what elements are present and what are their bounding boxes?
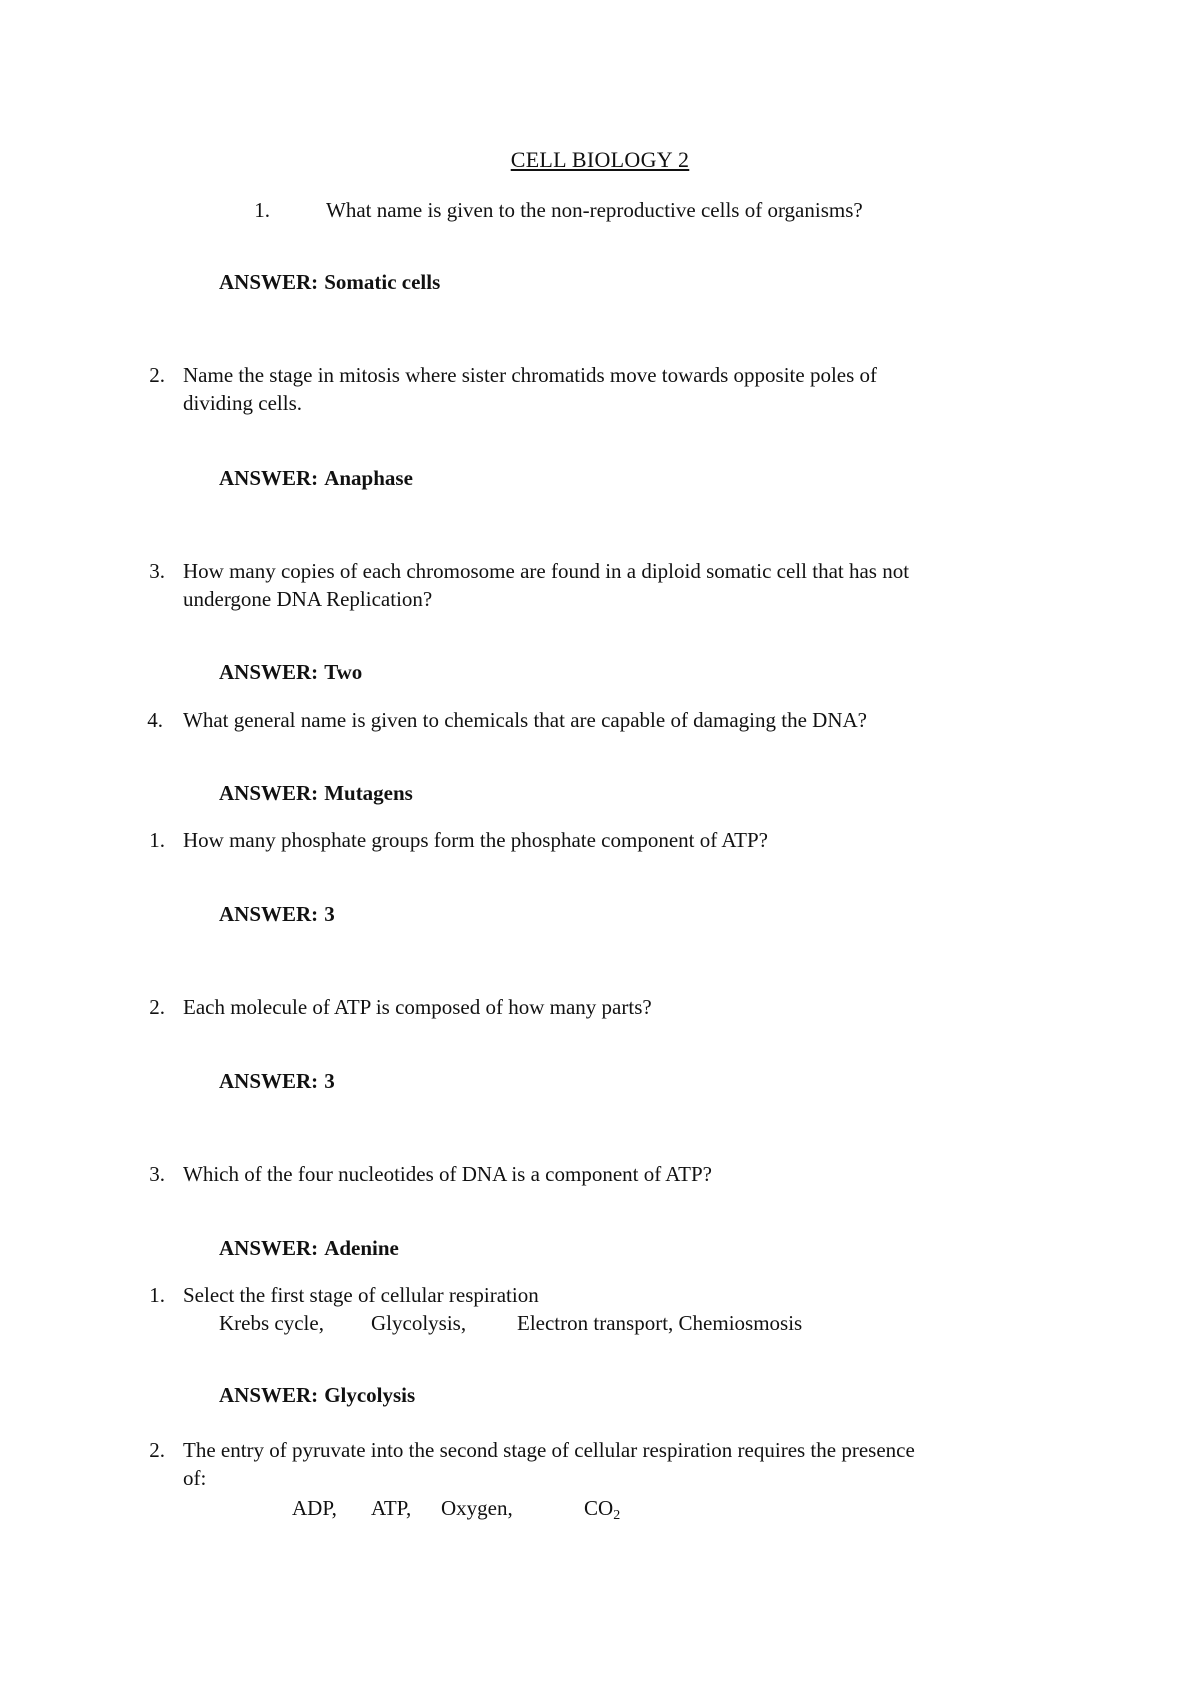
answer-label: ANSWER: [219,466,319,490]
answer-label: ANSWER: [219,902,319,926]
answer-text: 3 [324,902,335,926]
question-number: 3. [149,1162,165,1186]
question-text-continued: of: [183,1466,207,1490]
question-number: 2. [149,363,165,387]
answer-2 [219,464,413,492]
question-text: How many copies of each chromosome are found in a diploid somatic cell that has not [183,559,910,583]
option-co2-subscript: 2 [613,1508,621,1523]
option: Krebs cycle, [219,1311,324,1335]
question-text: Select the first stage of cellular respiration [183,1283,539,1307]
question-text: Which of the four nucleotides of DNA is a component of ATP? [183,1162,712,1186]
option-co2-text: CO [584,1496,614,1520]
question-text-continued: dividing cells. [183,391,302,415]
answer-6 [219,1067,335,1095]
question-text: What name is given to the non-reproductive cells of organisms? [326,198,863,222]
question-text: Name the stage in mitosis where sister chromatids move towards opposite poles of [183,363,878,387]
answer-3 [219,658,362,686]
option: ATP, [371,1496,412,1520]
answer-1 [219,268,440,296]
answer-7 [219,1234,399,1262]
question-number: 1. [149,828,165,852]
answer-label: ANSWER: [219,1383,319,1407]
answer-label: ANSWER: [219,270,319,294]
option: Electron transport, Chemiosmosis [517,1311,803,1335]
answer-5 [219,900,335,928]
question-number: 2. [149,1438,165,1462]
question-number: 2. [149,995,165,1019]
answer-label: ANSWER: [219,781,319,805]
question-number: 1. [254,198,270,222]
question-text: What general name is given to chemicals that are capable of damaging the DNA? [183,708,867,732]
option-co2 [584,1494,620,1522]
document-title: CELL BIOLOGY 2 [510,147,690,172]
answer-8 [219,1381,415,1409]
answer-text: Anaphase [324,466,413,490]
question-text-continued: undergone DNA Replication? [183,587,433,611]
question-number: 3. [149,559,165,583]
answer-label: ANSWER: [219,660,319,684]
question-number: 4. [147,708,163,732]
answer-text: Mutagens [324,781,413,805]
question-text: How many phosphate groups form the phosphate component of ATP? [183,828,768,852]
answer-text: Glycolysis [324,1383,416,1407]
question-text: The entry of pyruvate into the second stage of cellular respiration requires the presence [183,1438,915,1462]
answer-label: ANSWER: [219,1236,319,1260]
question-number: 1. [149,1283,165,1307]
option: Oxygen, [441,1496,513,1520]
answer-label: ANSWER: [219,1069,319,1093]
question-text: Each molecule of ATP is composed of how many parts? [183,995,652,1019]
answer-text: Somatic cells [324,270,441,294]
answer-text: 3 [324,1069,335,1093]
answer-text: Adenine [324,1236,399,1260]
option: ADP, [292,1496,337,1520]
answer-text: Two [324,660,363,684]
option: Glycolysis, [371,1311,467,1335]
answer-4 [219,779,413,807]
